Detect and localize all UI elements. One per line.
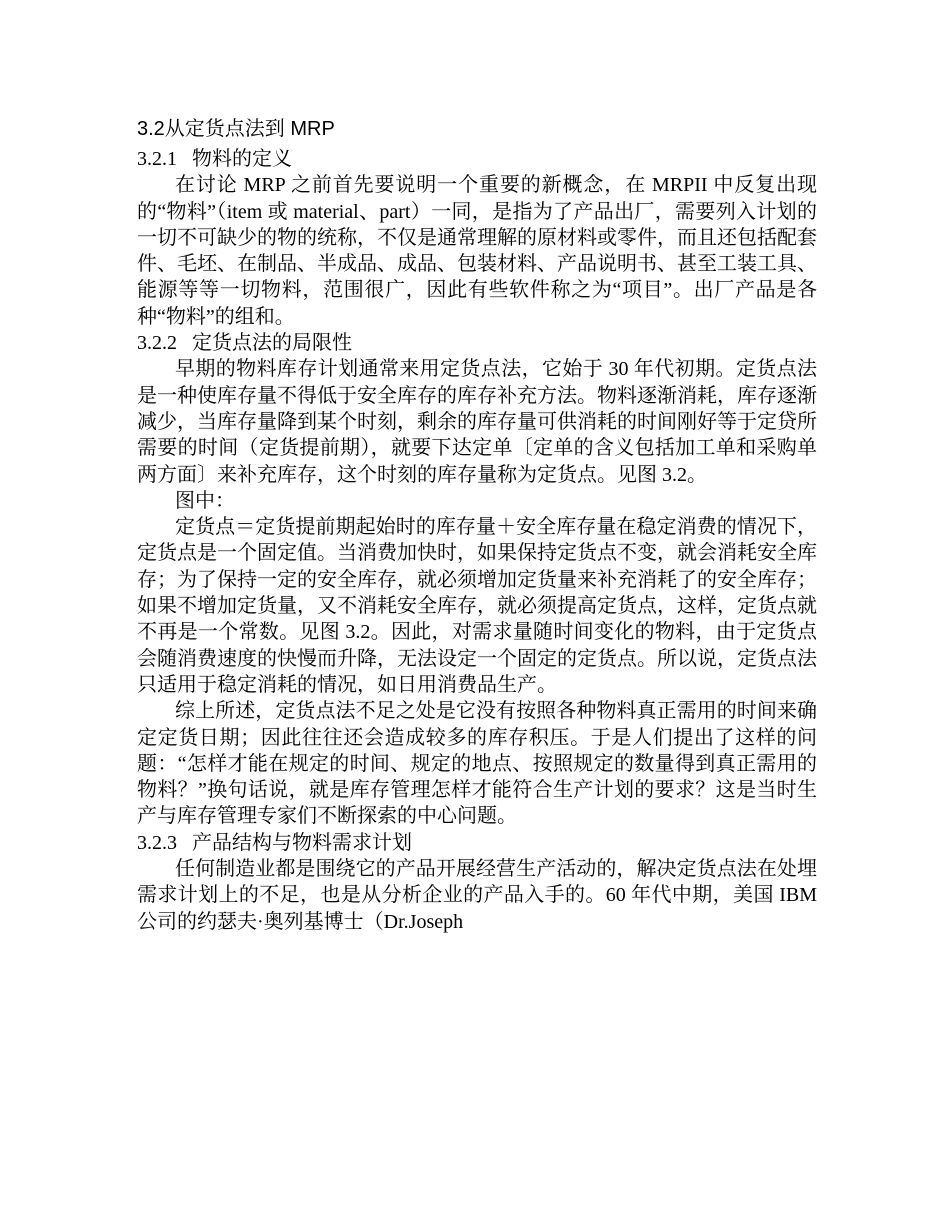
subsection-heading-3-2-1: 3.2.1 物料的定义 [137, 148, 292, 170]
paragraph: 任何制造业都是围绕它的产品开展经营生产活动的，解决定货点法在处埋需求计划上的不足，也是从分析企业的产品入手的。60 年代中期，美国 IBM 公司的约瑟夫·奥列基博士（Dr.Joseph [137, 858, 817, 933]
document-page [137, 112, 817, 935]
paragraph: 早期的物料库存计划通常来用定货点法，它始于 30 年代初期。定货点法是一种使库存量不得低于安全库存的库存补充方法。物料逐渐消耗，库存逐渐减少，当库存量降到某个时刻，剩余的库存量可供消耗的时间刚好等于定贷所需要的时间（定货提前期），就要下达定单〔定单的含义包括加工单和采购单两方面〕来补充库存，这个时刻的库存量称为定货点。见图 3.2。 [137, 358, 817, 486]
paragraph: 定货点＝定货提前期起始时的库存量＋安全库存量在稳定消费的情况下，定货点是一个固定值。当消费加快时，如果保持定货点不变，就会消耗安全库存；为了保持一定的安全库存，就必须增加定货量来补充消耗了的安全库存；如果不增加定货量，又不消耗安全库存，就必须提高定货点，这样，定货点就不再是一个常数。见图 3.2。因此，对需求量随时间变化的物料，由于定货点会随消费速度的快慢而升降，无法设定一个固定的定货点。所以说，定货点法只适用于稳定消耗的情况，如日用消费品生产。 [137, 516, 817, 696]
subsection-heading-3-2-3: 3.2.3 产品结构与物料需求计划 [137, 831, 412, 854]
paragraph: 图中： [175, 489, 235, 512]
subsection-heading-3-2-2: 3.2.2 定货点法的局限性 [137, 332, 352, 355]
section-title: 3.2从定货点法到 MRP [137, 118, 335, 140]
paragraph: 综上所述，定货点法不足之处是它没有按照各种物料真正需用的时间来确定定货日期；因此往往还会造成较多的库存积压。于是人们提出了这样的问题：“怎样才能在规定的时间、规定的地点、按照规定的数量得到真正需用的物料？”换句话说，就是库存管理怎样才能符合生产计划的要求？这是当时生产与库存管理专家们不断探索的中心问题。 [137, 700, 817, 828]
paragraph: 在讨论 MRP 之前首先要说明一个重要的新概念，在 MRPII 中反复出现的“物料”（item 或 material、part）一同，是指为了产品出厂，需要列入计划的一切不可缺少的物的统称，不仅是通常理解的原材料或零件，而且还包括配套件、毛坯、在制品、半成品、成品、包装材料、产品说明书、甚至工装工具、能源等等一切物料，范围很广，因此有些软件称之为“项目”。出厂产品是各种“物料”的组和。 [137, 174, 817, 328]
